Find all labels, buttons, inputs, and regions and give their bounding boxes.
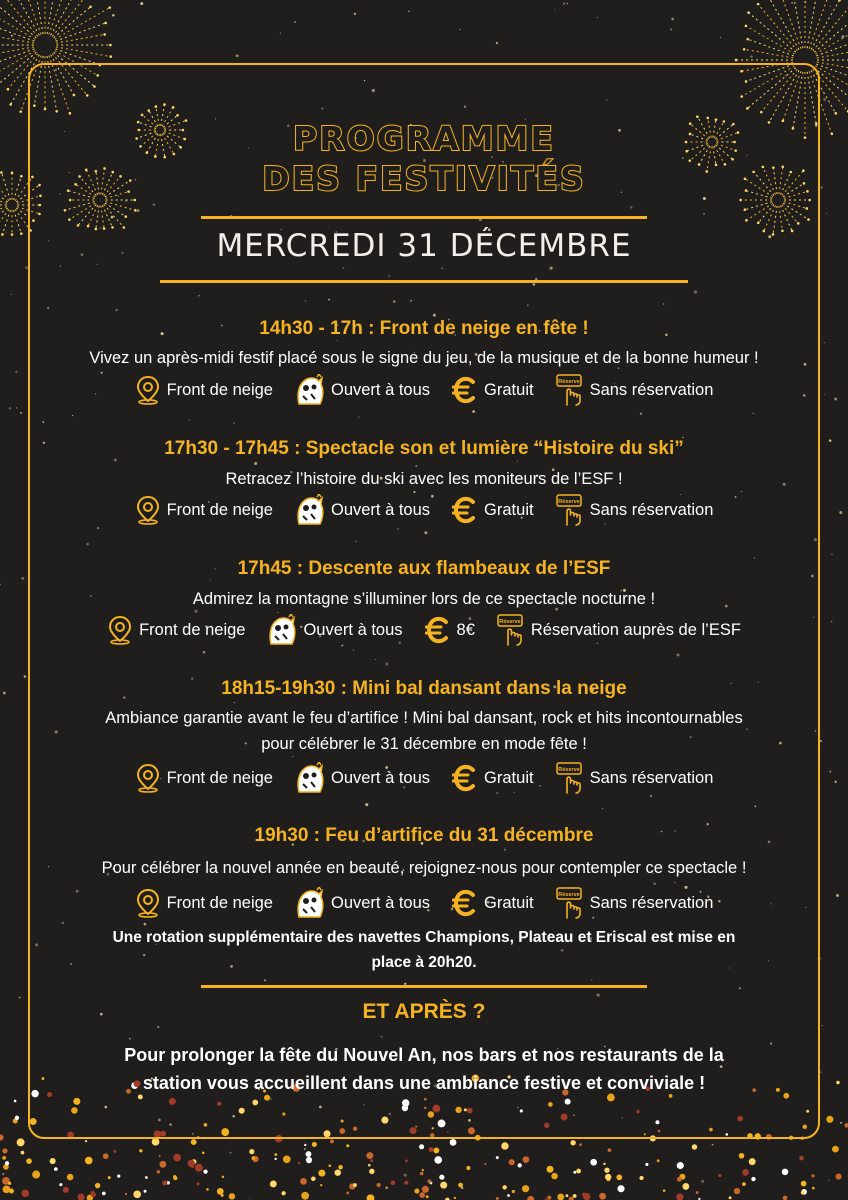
family-icon [295, 494, 325, 526]
event-title: 17h30 - 17h45 : Spectacle son et lumière “Histoire du ski” [164, 438, 684, 459]
shuttle-note-line1: Une rotation supplémentaire des navettes Champions, Plateau et Eriscal est mise en [112, 929, 736, 946]
info-location-label: Front de neige [166, 768, 273, 787]
info-audience [295, 762, 430, 794]
after-divider [201, 985, 647, 988]
info-booking [556, 494, 714, 526]
info-booking [556, 762, 714, 794]
info-audience-label: Ouvert à tous [330, 380, 431, 399]
map-pin-icon [135, 495, 161, 525]
map-pin-icon [107, 615, 133, 645]
info-booking-label: Réservation auprès de l’ESF [530, 620, 741, 639]
euro-icon [452, 496, 478, 524]
info-location [135, 763, 273, 793]
info-booking-label: Sans réservation [589, 768, 714, 787]
info-price [452, 376, 534, 404]
info-audience-label: Ouvert à tous [330, 500, 431, 519]
reserve-button-icon [556, 494, 584, 526]
family-icon [295, 762, 325, 794]
info-location [135, 888, 273, 918]
reserve-label: Réserve [557, 767, 580, 773]
map-pin-icon [135, 763, 161, 793]
euro-icon [452, 889, 478, 917]
info-price-label: Gratuit [484, 768, 534, 787]
title-divider-bottom [160, 280, 688, 283]
reserve-button-icon [497, 614, 525, 646]
info-location [135, 495, 273, 525]
info-price-label: Gratuit [484, 893, 534, 912]
page-title-line2: DES FESTIVITÉS [262, 159, 586, 198]
info-audience-label: Ouvert à tous [330, 893, 431, 912]
info-audience-label: Ouvert à tous [330, 768, 431, 787]
euro-icon [452, 376, 478, 404]
info-booking [497, 614, 741, 646]
info-location-label: Front de neige [166, 380, 273, 399]
event-title: 18h15-19h30 : Mini bal dansant dans la neige [221, 678, 627, 699]
euro-icon [425, 616, 451, 644]
event-title: 17h45 : Descente aux flambeaux de l’ESF [237, 558, 611, 579]
info-location-label: Front de neige [139, 620, 246, 639]
event-description: Retracez l’histoire du ski avec les moniteurs de l’ESF ! [225, 470, 623, 488]
reserve-label: Réserve [557, 379, 580, 385]
info-price-label: Gratuit [484, 380, 534, 399]
event-info-row [0, 372, 848, 408]
event-title: 14h30 - 17h : Front de neige en fête ! [259, 318, 589, 339]
event-description-line1: Ambiance garantie avant le feu d’artifice ! Mini bal dansant, rock et hits incontournables [105, 709, 743, 727]
after-text-line2: station vous accueillent dans une ambiance festive et conviviale ! [142, 1073, 706, 1093]
info-booking-label: Sans réservation [589, 500, 714, 519]
info-location-label: Front de neige [166, 893, 273, 912]
reserve-label: Réserve [557, 499, 580, 505]
reserve-label: Réserve [499, 619, 521, 625]
title-divider-top [201, 216, 647, 219]
reserve-button-icon [556, 762, 584, 794]
info-booking-label: Sans réservation [589, 893, 714, 912]
reserve-button-icon [556, 887, 584, 919]
info-booking [556, 887, 714, 919]
info-price-label: 8€ [456, 620, 475, 639]
event-description: Vivez un après-midi festif placé sous le signe du jeu, de la musique et de la bonne humeur ! [89, 349, 759, 367]
info-audience [295, 374, 430, 406]
event-description-line2: pour célébrer le 31 décembre en mode fête ! [261, 735, 587, 753]
reserve-label: Réserve [557, 892, 580, 898]
after-title: ET APRÈS ? [362, 1000, 486, 1023]
event-title: 19h30 : Feu d’artifice du 31 décembre [254, 825, 594, 846]
reserve-button-icon [556, 374, 584, 406]
info-audience [295, 887, 430, 919]
event-info-row [0, 760, 848, 796]
event-description: Admirez la montagne s’illuminer lors de ce spectacle nocturne ! [192, 590, 656, 608]
event-date: MERCREDI 31 DÉCEMBRE [216, 228, 632, 264]
info-location-label: Front de neige [166, 500, 273, 519]
info-audience [295, 494, 430, 526]
map-pin-icon [135, 888, 161, 918]
info-location [135, 375, 273, 405]
event-info-row [0, 492, 848, 528]
euro-icon [452, 764, 478, 792]
page-title-line1: PROGRAMME [293, 119, 555, 158]
info-location [107, 615, 245, 645]
event-info-row [0, 885, 848, 921]
info-booking [556, 374, 714, 406]
family-icon [267, 614, 297, 646]
after-text-line1: Pour prolonger la fête du Nouvel An, nos bars et nos restaurants de la [124, 1045, 724, 1065]
info-audience [267, 614, 402, 646]
info-price [452, 889, 534, 917]
info-price [452, 496, 534, 524]
info-booking-label: Sans réservation [589, 380, 714, 399]
info-price [425, 616, 475, 644]
family-icon [295, 887, 325, 919]
event-description: Pour célébrer la nouvel année en beauté, rejoignez-nous pour contempler ce spectacle ! [101, 859, 747, 877]
event-info-row [0, 612, 848, 648]
info-price-label: Gratuit [484, 500, 534, 519]
family-icon [295, 374, 325, 406]
info-audience-label: Ouvert à tous [303, 620, 403, 639]
info-price [452, 764, 534, 792]
shuttle-note-line2: place à 20h20. [371, 954, 477, 971]
map-pin-icon [135, 375, 161, 405]
